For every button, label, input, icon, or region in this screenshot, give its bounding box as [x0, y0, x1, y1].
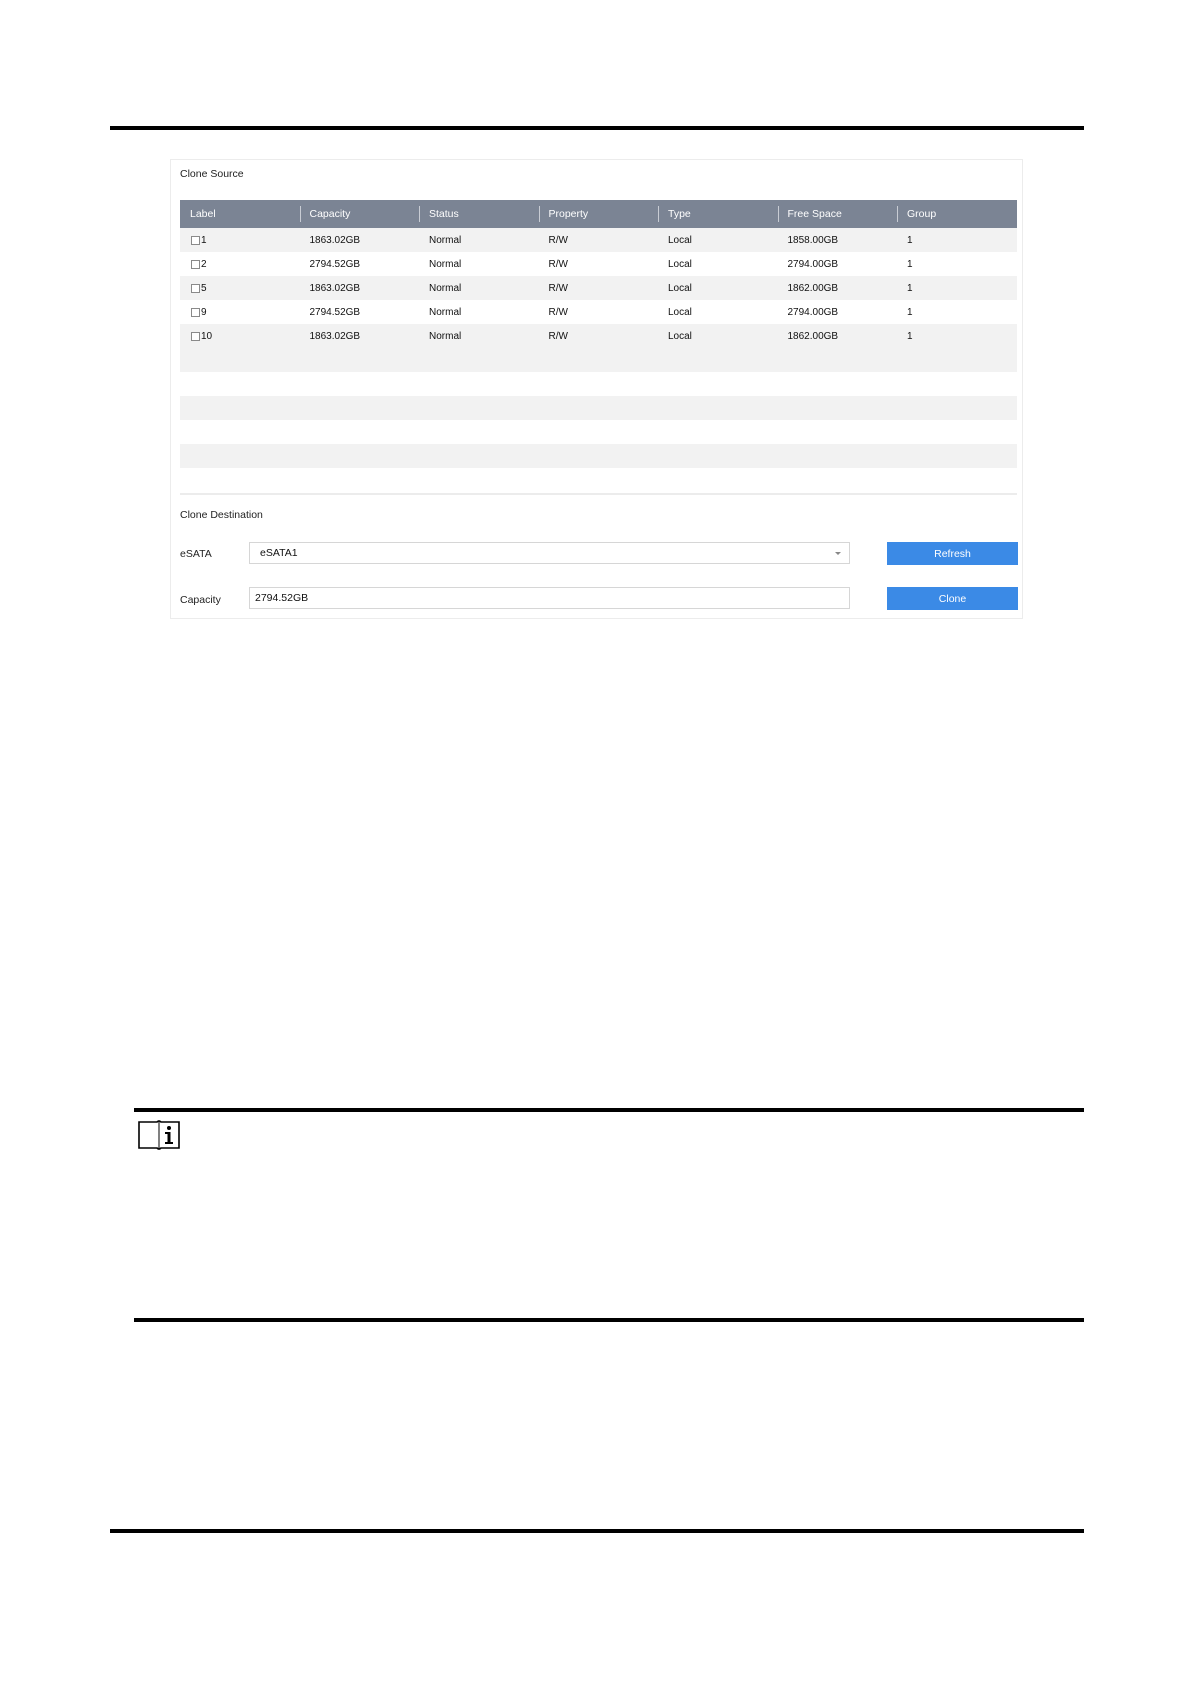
row-property: R/W: [548, 258, 568, 270]
row-property: R/W: [548, 306, 568, 318]
clone-button[interactable]: Clone: [887, 587, 1018, 610]
row-group: 1: [907, 306, 913, 318]
clone-source-table: [180, 200, 1017, 468]
row-label-cell: [180, 331, 300, 342]
row-group: 1: [907, 258, 913, 270]
row-capacity: 2794.52GB: [309, 258, 361, 270]
chevron-down-icon[interactable]: [835, 552, 841, 555]
row-checkbox[interactable]: [191, 332, 200, 341]
table-row[interactable]: [180, 324, 1017, 348]
row-status: Normal: [429, 306, 462, 318]
row-group: 1: [907, 330, 913, 342]
page-footer-rule: [110, 1529, 1084, 1533]
row-checkbox[interactable]: [191, 236, 200, 245]
row-checkbox[interactable]: [191, 308, 200, 317]
clone-destination-title: Clone Destination: [180, 509, 263, 521]
note-info-icon: [137, 1118, 181, 1150]
column-header-free-space[interactable]: Free Space: [778, 200, 898, 228]
capacity-field: 2794.52GB: [249, 587, 850, 609]
row-group: 1: [907, 282, 913, 294]
row-type: Local: [668, 282, 692, 294]
column-header-status[interactable]: Status: [419, 200, 539, 228]
row-free-space: 2794.00GB: [787, 258, 839, 270]
row-type: Local: [668, 330, 692, 342]
empty-row: [180, 396, 1017, 420]
clone-source-title: Clone Source: [180, 168, 244, 180]
empty-row: [180, 444, 1017, 468]
row-free-space: 1862.00GB: [787, 330, 839, 342]
row-label: 10: [201, 330, 213, 342]
row-type: Local: [668, 306, 692, 318]
table-row[interactable]: [180, 228, 1017, 252]
clone-panel: [170, 159, 1023, 619]
table-header: [180, 200, 1017, 228]
section-divider: [180, 493, 1017, 495]
note-top-rule: [134, 1108, 1084, 1112]
column-header-capacity[interactable]: Capacity: [300, 200, 420, 228]
row-status: Normal: [429, 282, 462, 294]
row-capacity: 2794.52GB: [309, 306, 361, 318]
table-row[interactable]: [180, 276, 1017, 300]
row-free-space: 2794.00GB: [787, 306, 839, 318]
esata-select-value: eSATA1: [260, 547, 298, 559]
row-label-cell: [180, 235, 300, 246]
row-checkbox[interactable]: [191, 260, 200, 269]
column-header-type[interactable]: Type: [658, 200, 778, 228]
row-capacity: 1863.02GB: [309, 234, 361, 246]
row-label: 5: [201, 282, 207, 294]
row-label: 2: [201, 258, 207, 270]
row-status: Normal: [429, 330, 462, 342]
esata-select[interactable]: [249, 542, 850, 564]
row-capacity: 1863.02GB: [309, 282, 361, 294]
refresh-button[interactable]: Refresh: [887, 542, 1018, 565]
note-bottom-rule: [134, 1318, 1084, 1322]
empty-row: [180, 372, 1017, 396]
column-header-group[interactable]: Group: [897, 200, 1017, 228]
row-property: R/W: [548, 234, 568, 246]
row-capacity: 1863.02GB: [309, 330, 361, 342]
column-header-property[interactable]: Property: [539, 200, 659, 228]
table-row[interactable]: [180, 300, 1017, 324]
row-type: Local: [668, 258, 692, 270]
row-group: 1: [907, 234, 913, 246]
capacity-label: Capacity: [180, 594, 221, 606]
row-free-space: 1858.00GB: [787, 234, 839, 246]
row-status: Normal: [429, 234, 462, 246]
row-label: 1: [201, 234, 207, 246]
empty-row: [180, 420, 1017, 444]
row-label: 9: [201, 306, 207, 318]
column-header-label[interactable]: Label: [190, 208, 216, 220]
row-free-space: 1862.00GB: [787, 282, 839, 294]
table-row[interactable]: [180, 252, 1017, 276]
row-property: R/W: [548, 330, 568, 342]
row-label-cell: [180, 259, 300, 270]
empty-row: [180, 348, 1017, 372]
row-status: Normal: [429, 258, 462, 270]
row-checkbox[interactable]: [191, 284, 200, 293]
page-header-rule: [110, 126, 1084, 130]
row-label-cell: [180, 283, 300, 294]
row-label-cell: [180, 307, 300, 318]
row-property: R/W: [548, 282, 568, 294]
esata-label: eSATA: [180, 548, 212, 560]
row-type: Local: [668, 234, 692, 246]
